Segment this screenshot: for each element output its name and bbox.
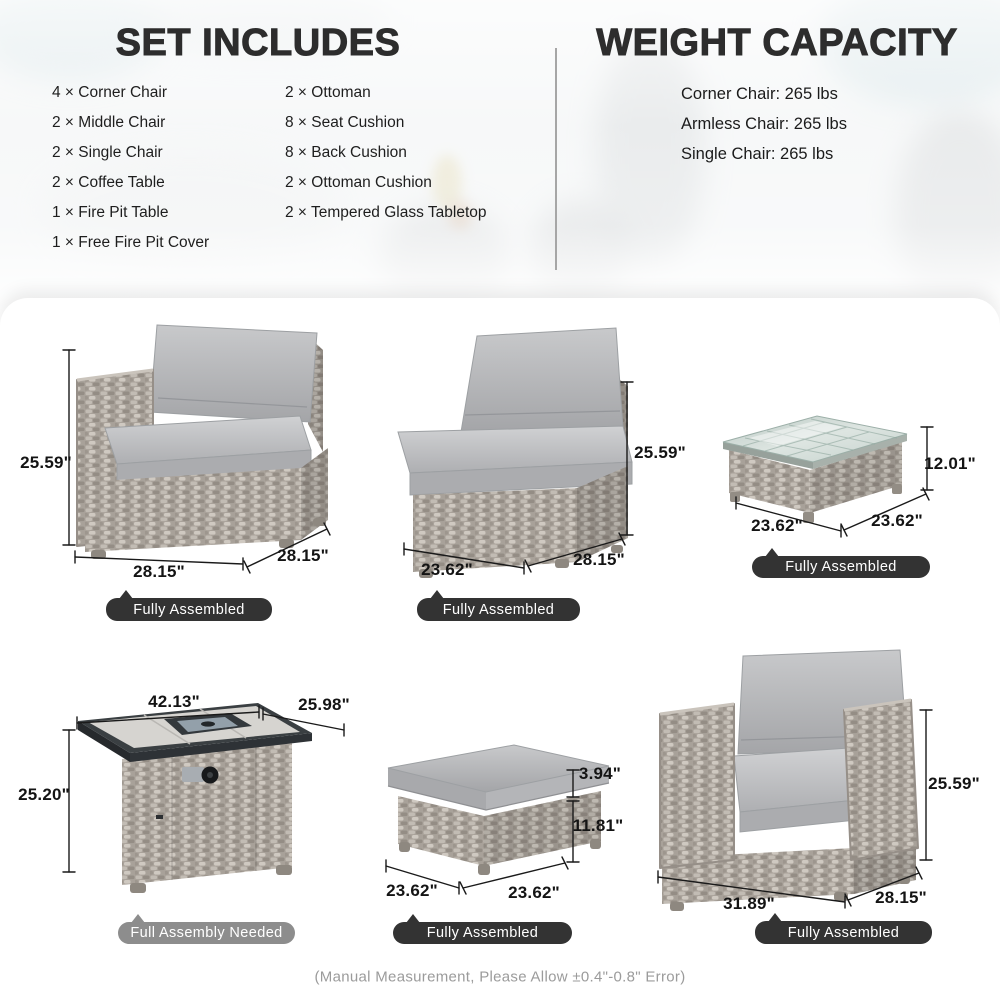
wicker-base xyxy=(122,741,292,885)
ottoman-width-label: 23.62" xyxy=(386,881,438,900)
single-chair-depth-label: 28.15" xyxy=(875,888,927,907)
coffee-table-badge xyxy=(752,556,930,578)
list-item: 1 × Free Fire Pit Cover xyxy=(52,234,210,251)
badge-pointer xyxy=(406,914,420,923)
left-arm xyxy=(660,704,734,868)
list-item: 4 × Corner Chair xyxy=(52,84,168,101)
list-item: 8 × Seat Cushion xyxy=(285,114,405,131)
list-item: 2 × Middle Chair xyxy=(52,114,166,131)
coffee-table-depth-label: 23.62" xyxy=(871,511,923,530)
single-chair-height-label: 25.59" xyxy=(928,774,980,793)
weight-capacity-title: WEIGHT CAPACITY xyxy=(596,22,958,64)
list-item: 1 × Fire Pit Table xyxy=(52,204,169,221)
badge-label: Full Assembly Needed xyxy=(130,925,283,941)
badge-pointer xyxy=(430,590,444,599)
armless-chair-badge xyxy=(417,598,580,621)
list-item: Single Chair: 265 lbs xyxy=(681,145,834,163)
fire-pit-table-illustration xyxy=(78,703,312,893)
list-item: Corner Chair: 265 lbs xyxy=(681,85,838,103)
badge-pointer xyxy=(119,590,133,599)
badge-label: Fully Assembled xyxy=(787,924,900,941)
back-cushion xyxy=(150,325,317,422)
corner-chair-badge xyxy=(106,598,272,621)
single-chair-illustration xyxy=(660,650,918,911)
single-chair-width-label: 31.89" xyxy=(723,894,775,913)
armless-chair-illustration xyxy=(398,328,632,578)
corner-chair-width-label: 28.15" xyxy=(133,562,185,581)
armless-chair-width-label: 23.62" xyxy=(421,560,473,579)
badge-label: Fully Assembled xyxy=(442,601,555,618)
single-chair-badge xyxy=(755,921,932,944)
ottoman-cushion-height-label: 3.94" xyxy=(578,764,622,783)
right-arm xyxy=(844,700,918,860)
list-item: Armless Chair: 265 lbs xyxy=(681,115,847,133)
coffee-table-width-label: 23.62" xyxy=(751,516,803,535)
list-item: 2 × Ottoman Cushion xyxy=(285,174,432,191)
measurement-disclaimer: (Manual Measurement, Please Allow ±0.4"-0.8" Error) xyxy=(314,968,686,986)
list-item: 2 × Ottoman xyxy=(285,84,371,101)
fire-pit-top-width-label: 42.13" xyxy=(148,692,200,711)
back-cushion xyxy=(461,328,623,432)
fire-pit-badge xyxy=(118,922,295,944)
list-item: 2 × Coffee Table xyxy=(52,174,165,191)
badge-label: Fully Assembled xyxy=(426,925,539,941)
corner-chair-height-label: 25.59" xyxy=(20,453,72,472)
badge-pointer xyxy=(768,913,782,922)
set-includes-title: SET INCLUDES xyxy=(115,22,401,64)
armless-chair-depth-label: 28.15" xyxy=(573,550,625,569)
armless-chair-height-label: 25.59" xyxy=(634,443,686,462)
list-item: 2 × Single Chair xyxy=(52,144,163,161)
list-item: 8 × Back Cushion xyxy=(285,144,407,161)
badge-pointer xyxy=(131,914,145,923)
corner-chair-illustration xyxy=(77,325,328,559)
list-item: 2 × Tempered Glass Tabletop xyxy=(285,204,487,221)
badge-pointer xyxy=(765,548,779,557)
wicker-base xyxy=(85,468,301,552)
fire-pit-depth-label: 25.98" xyxy=(298,695,350,714)
ottoman-depth-label: 23.62" xyxy=(508,883,560,902)
fire-pit-height-label: 25.20" xyxy=(18,785,70,804)
ottoman-illustration xyxy=(388,745,609,875)
control-bracket xyxy=(182,767,204,782)
badge-label: Fully Assembled xyxy=(133,601,245,618)
ottoman-badge xyxy=(393,922,572,944)
ottoman-base-height-label: 11.81" xyxy=(572,816,624,835)
coffee-table-height-label: 12.01" xyxy=(924,454,976,473)
corner-chair-depth-label: 28.15" xyxy=(277,546,329,565)
badge-label: Fully Assembled xyxy=(785,559,897,575)
